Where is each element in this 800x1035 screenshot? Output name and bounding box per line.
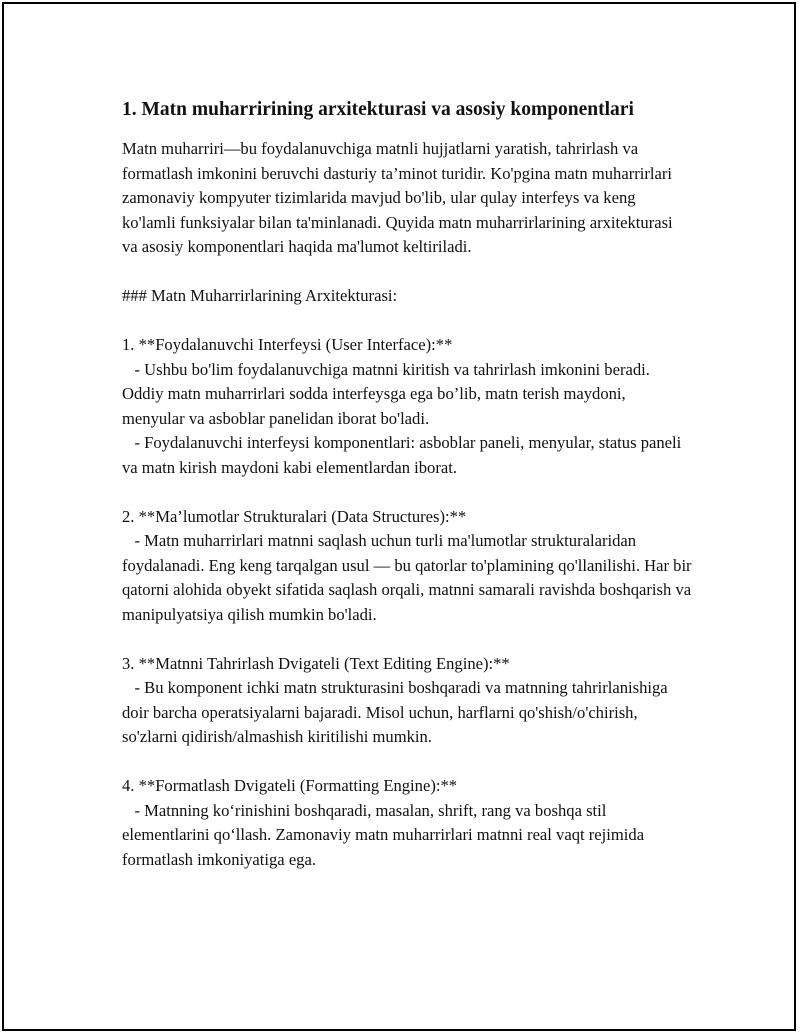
list-item: - Matnning ko‘rinishini boshqaradi, masalan, shrift, rang va boshqa stil elementlarini qo‘llash. Zamonaviy matn muharrirlari matnni real vaqt rejimida formatlash imkoniyatiga ega.: [122, 800, 645, 869]
section-heading: ### Matn Muharrirlarining Arxitekturasi:: [122, 286, 398, 305]
document-title: 1. Matn muharririning arxitekturasi va asosiy komponentlari: [122, 99, 634, 120]
list-item: - Foydalanuvchi interfeysi komponentlari: asboblar paneli, menyular, status paneli va matn kirish maydoni kabi elementlardan iborat.: [122, 433, 682, 477]
section-data-structures: [122, 505, 692, 628]
list-item: - Matn muharrirlari matnni saqlash uchun turli ma'lumotlar strukturalaridan foydalanadi. Eng keng tarqalgan usul — bu qatorlar to'plamining qo'llanilishi. Har bir qatorni alohida obyekt sifatida saqlash orqali, matnni samarali ravishda boshqarish va manipulyatsiya qilish mumkin bo'ladi.: [122, 531, 692, 624]
section-title: 2. **Ma’lumotlar Strukturalari (Data Structures):**: [122, 506, 467, 526]
page-frame: [2, 2, 796, 1031]
section-formatting-engine: [122, 774, 692, 872]
list-item: - Bu komponent ichki matn strukturasini boshqaradi va matnning tahrirlanishiga doir barcha operatsiyalarni bajaradi. Misol uchun, harflarni qo'shish/o'chirish, so'zlarni qidirish/almashish kiritilishi mumkin.: [122, 678, 668, 746]
section-user-interface: [122, 333, 692, 480]
section-title: 3. **Matnni Tahrirlash Dvigateli (Text Editing Engine):**: [122, 653, 510, 673]
section-title: 4. **Formatlash Dvigateli (Formatting Engine):**: [122, 776, 458, 795]
intro-paragraph: Matn muharriri—bu foydalanuvchiga matnli hujjatlarni yaratish, tahrirlash va formatlash imkonini beruvchi dasturiy ta’minot turidir. Ko'pgina matn muharrirlari zamonaviy kompyuter tizimlarida mavjud bo'lib, ular qulay interfeys va keng ko'lamli funksiyalar bilan ta'minlanadi. Quyida matn muharrirlarining arxitekturasi va asosiy komponentlari haqida ma'lumot keltiriladi.: [122, 139, 673, 256]
list-item: - Ushbu bo'lim foydalanuvchiga matnni kiritish va tahrirlash imkonini beradi. Oddiy matn muharrirlari sodda interfeysga ega bo’lib, matn terish maydoni, menyular va asboblar panelidan iborat bo'ladi.: [122, 359, 650, 428]
document-body: [122, 92, 692, 872]
section-text-editing-engine: [122, 652, 692, 750]
section-title: 1. **Foydalanuvchi Interfeysi (User Interface):**: [122, 335, 453, 354]
